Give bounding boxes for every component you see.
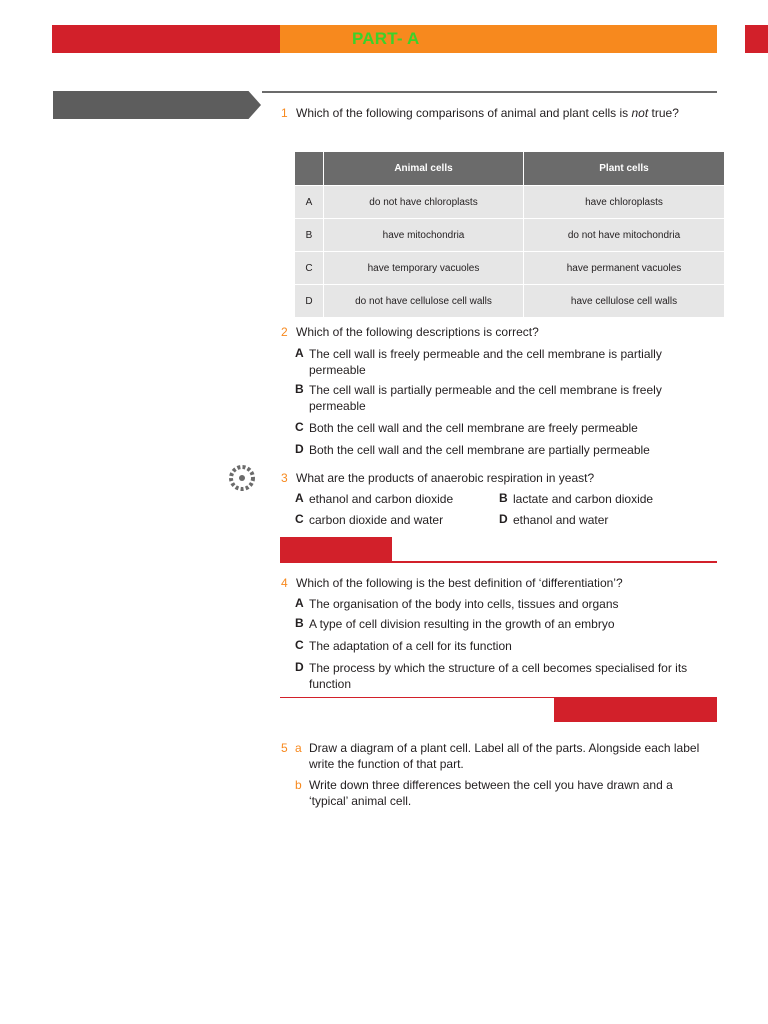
plant-cell: have permanent vacuoles	[524, 252, 725, 285]
q2-option-letter: A	[295, 346, 304, 360]
comparison-table	[295, 152, 724, 317]
q3-text: What are the products of anaerobic respiration in yeast?	[296, 471, 595, 485]
q5-part-a-line1: Draw a diagram of a plant cell. Label all of the parts. Alongside each label	[309, 741, 700, 755]
q2-option-a-line1: The cell wall is freely permeable and the cell membrane is partially	[309, 347, 662, 361]
q5-part-letter: b	[295, 778, 302, 792]
row-label: A	[295, 186, 324, 219]
plant-cell: have cellulose cell walls	[524, 285, 725, 318]
header-right-tab	[745, 25, 768, 53]
q3-option-letter: D	[499, 512, 508, 526]
q2-option-d: Both the cell wall and the cell membrane are partially permeable	[309, 443, 650, 457]
q2-option-b-line2: permeable	[309, 399, 366, 413]
q5-part-letter: a	[295, 741, 302, 755]
section-rule	[262, 91, 717, 93]
q2-text: Which of the following descriptions is correct?	[296, 325, 539, 339]
q4-option-c: The adaptation of a cell for its function	[309, 639, 512, 653]
q3-option-c: carbon dioxide and water	[309, 513, 444, 527]
q3-number: 3	[281, 471, 288, 485]
gear-icon	[229, 465, 255, 491]
q4-option-letter: B	[295, 616, 304, 630]
table-row	[295, 285, 724, 318]
q5-part-a	[309, 740, 699, 772]
q4-text: Which of the following is the best definition of ‘differentiation’?	[296, 576, 623, 590]
q1-number: 1	[281, 106, 288, 120]
section-divider-rule	[280, 561, 717, 563]
section-divider-tab	[280, 537, 392, 561]
q3-option-b: lactate and carbon dioxide	[513, 492, 654, 506]
animal-cell: have temporary vacuoles	[324, 252, 524, 285]
q5-part-b-line1: Write down three differences between the cell you have drawn and a	[309, 778, 673, 792]
row-label: C	[295, 252, 324, 285]
table-header-plant: Plant cells	[524, 152, 725, 186]
q2-option-b	[309, 382, 662, 414]
plant-cell: have chloroplasts	[524, 186, 725, 219]
q1-text-italic: not	[631, 106, 649, 120]
q4-option-d-line1: The process by which the structure of a cell becomes specialised for its	[309, 661, 688, 675]
q2-option-a-line2: permeable	[309, 363, 366, 377]
header-orange-band	[280, 25, 717, 53]
row-label: D	[295, 285, 324, 318]
section-divider-tab	[554, 698, 717, 722]
q2-option-letter: D	[295, 442, 304, 456]
q4-option-b: A type of cell division resulting in the growth of an embryo	[309, 617, 615, 631]
q5-part-b	[309, 777, 673, 809]
q2-option-b-line1: The cell wall is partially permeable and the cell membrane is freely	[309, 383, 662, 397]
section-tab	[53, 91, 261, 119]
q5-part-a-line2: write the function of that part.	[309, 757, 464, 771]
q2-option-a	[309, 346, 662, 378]
page-title: PART- A	[352, 29, 420, 48]
q5-number: 5	[281, 741, 288, 755]
q2-number: 2	[281, 325, 288, 339]
q3-option-letter: A	[295, 491, 304, 505]
table-row	[295, 186, 724, 219]
q3-option-letter: B	[499, 491, 508, 505]
table-row	[295, 219, 724, 252]
q2-option-letter: C	[295, 420, 304, 434]
table-header-animal: Animal cells	[324, 152, 524, 186]
header-red-band	[52, 25, 280, 53]
plant-cell: do not have mitochondria	[524, 219, 725, 252]
table-row	[295, 252, 724, 285]
q4-option-letter: C	[295, 638, 304, 652]
q1-text	[296, 105, 679, 121]
q4-option-d	[309, 660, 687, 692]
q4-number: 4	[281, 576, 288, 590]
q2-option-letter: B	[295, 382, 304, 396]
row-label: B	[295, 219, 324, 252]
q3-option-a: ethanol and carbon dioxide	[309, 492, 454, 506]
q4-option-letter: A	[295, 596, 304, 610]
q2-option-c: Both the cell wall and the cell membrane are freely permeable	[309, 421, 638, 435]
q3-option-letter: C	[295, 512, 304, 526]
q4-option-d-line2: function	[309, 677, 352, 691]
q5-part-b-line2: ‘typical’ animal cell.	[309, 794, 412, 808]
q3-option-d: ethanol and water	[513, 513, 609, 527]
table-header-blank	[295, 152, 324, 186]
q4-option-letter: D	[295, 660, 304, 674]
animal-cell: do not have chloroplasts	[324, 186, 524, 219]
q1-text-after: true?	[648, 106, 679, 120]
animal-cell: do not have cellulose cell walls	[324, 285, 524, 318]
q4-option-a: The organisation of the body into cells, tissues and organs	[309, 597, 619, 611]
table-header-row	[295, 152, 724, 186]
animal-cell: have mitochondria	[324, 219, 524, 252]
q1-text-before: Which of the following comparisons of animal and plant cells is	[296, 106, 632, 120]
